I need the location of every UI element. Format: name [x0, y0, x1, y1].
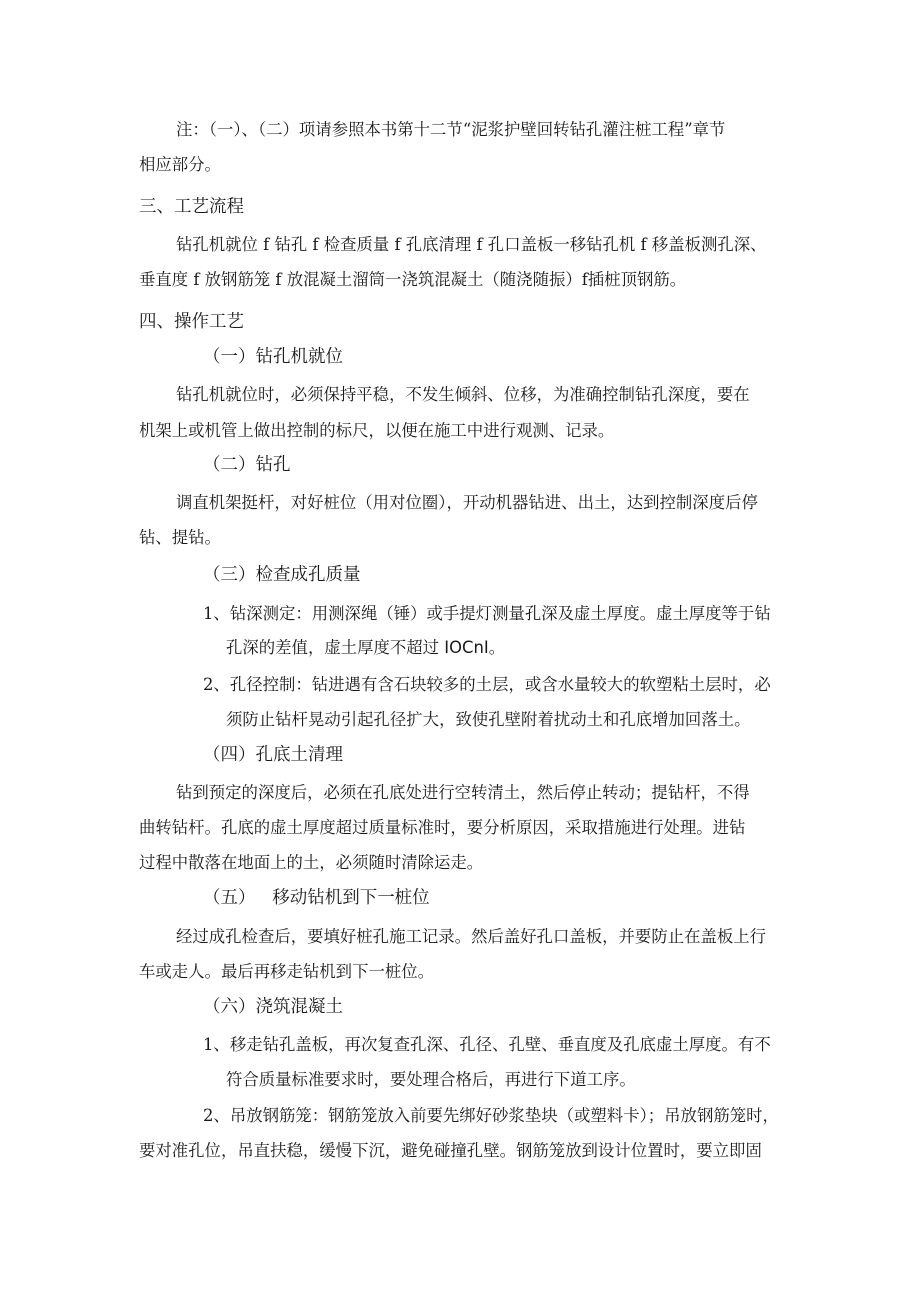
note-line-2: 相应部分。: [139, 155, 221, 174]
note-line-1: 注：（一）、（二）项请参照本书第十二节“泥浆护壁回转钻孔灌注桩工程”章节: [176, 120, 726, 139]
subsection-6-item-2-line-2: 要对准孔位，吊直扶稳，缓慢下沉，避免碰撞孔壁。钢筋笼放到设计位置时，要立即固: [139, 1141, 762, 1160]
subsection-2-line-2: 钻、提钻。: [139, 528, 221, 547]
subsection-3-item-2-line-1: 2、孔径控制：钻进遇有含石块较多的土层，或含水量较大的软塑粘土层时，必: [203, 675, 771, 694]
subsection-5-line-1: 经过成孔检查后，要填好桩孔施工记录。然后盖好孔口盖板，并要防止在盖板上行: [176, 927, 767, 946]
subsection-1-line-1: 钻孔机就位时，必须保持平稳，不发生倾斜、位移，为准确控制钻孔深度，要在: [176, 385, 750, 404]
subsection-3-item-1-line-2: [226, 638, 505, 658]
subsection-2-line-1: 调直机架挺杆，对好桩位（用对位圈），开动机器钻进、出土，达到控制深度后停: [176, 493, 758, 512]
subsection-2-heading: （二）钻孔: [203, 455, 291, 475]
subsection-6-item-2-line-1: 2、吊放钢筋笼：钢筋笼放入前要先绑好砂浆垫块（或塑料卡）；吊放钢筋笼时，: [203, 1106, 779, 1125]
subsection-1-heading: （一）钻孔机就位: [203, 347, 343, 367]
subsection-5-line-2: 车或走人。最后再移走钻机到下一桩位。: [139, 962, 435, 981]
subsection-3-item-1-line-1: 1、钻深测定：用测深绳（锤）或手提灯测量孔深及虚土厚度。虚土厚度等于钻: [203, 604, 771, 623]
item-1-text: 孔深的差值，虚土厚度不超过: [226, 638, 440, 657]
subsection-4-line-3: 过程中散落在地面上的土，必须随时清除运走。: [139, 853, 484, 872]
section-3-line-1: 钻孔机就位 f 钻孔 f 检查质量 f 孔底清理 f 孔口盖板一移钻孔机 f 移盖板测孔深、: [176, 235, 767, 254]
subsection-4-line-2: 曲转钻杆。孔底的虚土厚度超过质量标准时，要分析原因，采取措施进行处理。进钻: [139, 818, 746, 837]
subsection-4-line-1: 钻到预定的深度后，必须在孔底处进行空转清土，然后停止转动；提钻杆，不得: [176, 783, 750, 802]
subsection-4-heading: （四）孔底土清理: [203, 745, 343, 765]
subsection-1-line-2: 机架上或机管上做出控制的标尺，以便在施工中进行观测、记录。: [139, 421, 615, 440]
subsection-3-heading: （三）检查成孔质量: [203, 565, 361, 585]
subsection-6-heading: （六）浇筑混凝土: [203, 997, 343, 1017]
section-4-heading: 四、操作工艺: [139, 312, 244, 332]
section-3-heading: 三、工艺流程: [139, 197, 244, 217]
subsection-6-item-1-line-2: 符合质量标准要求时，要处理合格后，再进行下道工序。: [226, 1070, 636, 1089]
item-1-value: IOCnI。: [444, 638, 506, 657]
section-3-line-2: 垂直度 f 放钢筋笼 f 放混凝土溜筒一浇筑混凝土（随浇随振）f插桩顶钢筋。: [139, 270, 687, 289]
subsection-6-item-1-line-1: 1、移走钻孔盖板，再次复查孔深、孔径、孔壁、垂直度及孔底虚土厚度。有不: [203, 1035, 771, 1054]
subsection-3-item-2-line-2: 须防止钻杆晃动引起孔径扩大，致使孔壁附着扰动土和孔底增加回落土。: [226, 710, 751, 729]
subsection-5-heading: （五） 移动钻机到下一桩位: [203, 888, 430, 908]
